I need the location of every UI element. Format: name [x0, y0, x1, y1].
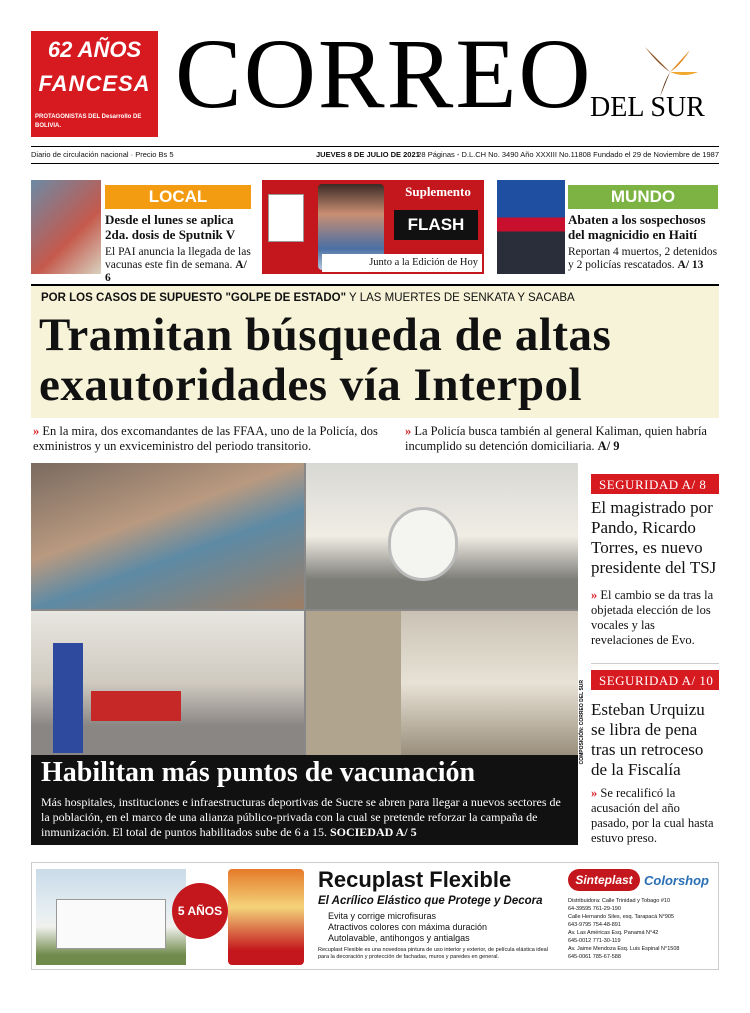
section-badge-local: LOCAL	[105, 185, 251, 209]
edition-info: 28 Páginas - D.L.CH No. 3490 Año XXXIII No.11808 Fundado el 29 de Noviembre de 1987	[417, 150, 719, 159]
house-photo	[36, 869, 186, 965]
ad-product-name: Recuplast Flexible	[318, 867, 512, 892]
fancesa-ad[interactable]	[31, 31, 158, 137]
magazine-thumb	[268, 194, 304, 242]
supplement-label: Suplemento	[405, 184, 471, 199]
page-ref: A/ 13	[677, 259, 704, 271]
section-tag-seguridad[interactable]: SEGURIDAD A/ 10	[591, 668, 719, 690]
teaser-headline: Desde el lunes se aplica 2da. dosis de Sputnik V	[105, 212, 236, 242]
teaser-sub: Reportan 4 muertos, 2 detenidos y 2 policías rescatados. A/ 13	[568, 246, 718, 271]
teaser-headline: Abaten a los sospechosos del magnicidio en Haití	[568, 212, 706, 242]
teaser-flash-supplement[interactable]	[262, 180, 484, 274]
edition-date: JUEVES 8 DE JULIO DE 2021	[316, 150, 420, 159]
section-badge-mundo: MUNDO	[568, 185, 718, 209]
photo-sanitizing-tunnel	[306, 463, 578, 609]
story-headline[interactable]: Esteban Urquizu se libra de pena tras un retroceso de la Fiscalía	[591, 700, 705, 779]
sinteplast-logo: Sinteplast	[568, 869, 640, 891]
main-headline: Tramitan búsqueda de altas exautoridades vía Interpol	[39, 309, 612, 411]
section-tag-seguridad[interactable]: SEGURIDAD A/ 8	[591, 472, 719, 494]
vaccine-photo	[31, 180, 101, 274]
ad-fine-print: Recuplast Flexible es una novedosa pintura de uso interior y exterior, de película elástica ideal para la decoración y protección de fachadas, muros y paredes en general.	[318, 947, 548, 960]
divider	[591, 663, 719, 664]
circulation-note: Diario de circulación nacional · Precio Bs 5	[31, 150, 174, 159]
recuplast-ad[interactable]	[31, 862, 719, 970]
anniversary-badge: 62 AÑOS	[47, 37, 142, 62]
main-headline-box[interactable]	[31, 284, 719, 418]
photo-story-title[interactable]: Habilitan más puntos de vacunación	[31, 755, 578, 791]
teaser-sub: El PAI anuncia la llegada de las vacunas este fin de semana. A/ 6	[105, 246, 251, 284]
photo-vaccination-table	[31, 611, 304, 755]
haiti-president-photo	[497, 180, 565, 274]
photo-registration-desk	[306, 611, 578, 755]
ad-brand: FANCESA	[38, 71, 151, 96]
headline-kicker: POR LOS CASOS DE SUPUESTO "GOLPE DE ESTADO" Y LAS MUERTES DE SENKATA Y SACABA	[41, 292, 575, 304]
ad-slogan: El Acrílico Elástico que Protege y Decora	[318, 895, 543, 907]
page-ref: SOCIEDAD A/ 5	[329, 825, 417, 839]
photo-vaccination-hall	[31, 463, 304, 609]
teaser-local[interactable]	[31, 180, 251, 284]
paint-can	[228, 869, 304, 965]
ad-bullets	[328, 911, 487, 944]
masthead-title: CORREO	[175, 18, 593, 129]
deck-right: » La Policía busca también al general Kaliman, quien habría incumplido su detención domiciliaria. A/ 9	[405, 424, 707, 453]
story-sub: » Se recalificó la acusación del año pasado, por la cual hasta estuvo preso.	[591, 786, 714, 845]
flash-title: FLASH	[394, 210, 478, 240]
ad-bullet: Evita y corrige microfisuras	[328, 911, 437, 921]
edition-meta-bar	[31, 146, 719, 164]
supplement-note: Junto a la Edición de Hoy	[322, 254, 482, 272]
photo-credit: COMPOSICIÓN: CORREO DEL SUR	[579, 680, 585, 765]
ad-bullet: Autolavable, antihongos y antialgas	[328, 933, 470, 943]
page-ref: A/ 6	[105, 259, 247, 284]
story-headline[interactable]: El magistrado por Pando, Ricardo Torres, es nuevo presidente del TSJ	[591, 498, 717, 577]
guarantee-seal: 5 AÑOS	[172, 883, 228, 939]
vaccination-photo-collage[interactable]	[31, 463, 578, 755]
masthead-subtitle: DEL SUR	[590, 92, 705, 123]
story-sub: » El cambio se da tras la objetada elección de los vocales y las revelaciones de Evo.	[591, 588, 714, 647]
ad-contacts: Distribuidora: Calle Trinidad y Tobago #10 64-39595 761-29-190 Calle Hernando Siles, esq. Tarapacá N°905 643-9795 754-48-891 Av. Las Américas Esq. Panamá N°42 645-0012 771-30-119 Av. Jaime Mendoza Esq. Luis Espinal N°1508 645-0061 785-67-588	[568, 898, 680, 960]
deck-left: » En la mira, dos excomandantes de las FFAA, uno de la Policía, dos exministros y un exviceministro del periodo transitorio.	[33, 424, 378, 453]
ad-tagline: PROTAGONISTAS DEL Desarrollo DE BOLIVIA.	[35, 114, 142, 129]
photo-story-body: Más hospitales, instituciones e infraestructuras deportivas de Sucre se abren para llegar a nuevos sectores de la población, en el marco de una alianza público-privada con la cual se pretende reforzar la campaña de inmunización. El total de puntos habilitados sube de 6 a 15. SOCIEDAD A/ 5	[31, 791, 578, 845]
teaser-mundo[interactable]	[497, 180, 718, 274]
ad-bullet: Atractivos colores con máxima duración	[328, 922, 488, 932]
leaf-logo-icon	[640, 42, 700, 102]
colorshop-logo: Colorshop	[644, 873, 709, 888]
